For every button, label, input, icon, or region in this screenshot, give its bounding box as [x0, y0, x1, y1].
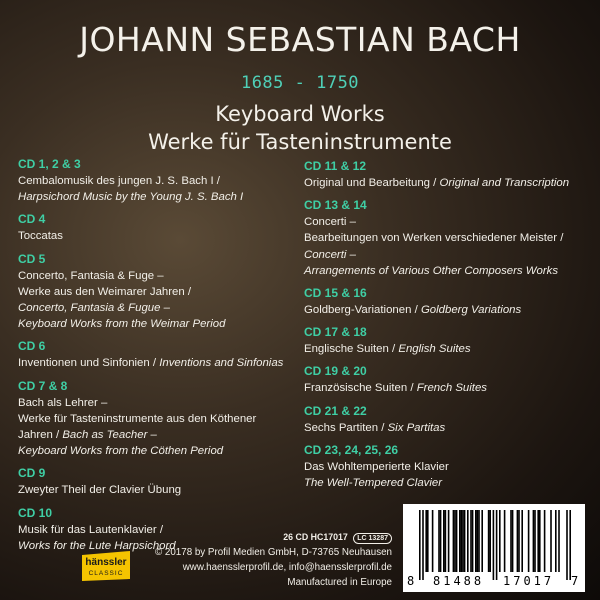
- tracklist-entry: [18, 156, 303, 205]
- barcode-bar: [558, 510, 560, 572]
- cd-number: CD 11 & 12: [304, 159, 367, 173]
- work-title-line: Werke aus den Weimarer Jahren /: [18, 285, 192, 298]
- work-title-line: Zweyter Theil der Clavier Übung: [18, 484, 182, 497]
- work-title-line: Bach als Lehrer –: [18, 396, 108, 409]
- barcode-right-group: 17017: [503, 574, 555, 588]
- cd-number: CD 1, 2 & 3: [18, 157, 81, 171]
- work-title-line: Keyboard Works from the Weimar Period: [18, 318, 226, 331]
- barcode-bar: [488, 510, 490, 572]
- barcode-bar: [550, 510, 552, 572]
- ean-barcode: [403, 504, 585, 592]
- tracklist-entry: [304, 363, 596, 396]
- composer-name: JOHANN SEBASTIAN BACH: [79, 20, 521, 59]
- work-title-line: Jahren / Bach as Teacher –: [18, 429, 157, 442]
- barcode-bar: [427, 510, 429, 572]
- barcode-bar: [539, 510, 541, 572]
- cd-number: CD 17 & 18: [304, 325, 367, 340]
- barcode-bar: [555, 510, 557, 572]
- cd-number: CD 19 & 20: [304, 364, 367, 379]
- work-title-line: Concerti –: [304, 216, 356, 229]
- work-title-line: Concerti –: [304, 248, 356, 261]
- website-contact: www.haensslerprofil.de, info@haensslerprofil.de: [182, 562, 392, 573]
- tracklist-entry: [304, 285, 596, 318]
- barcode-bar: [462, 510, 464, 572]
- barcode-bar: [461, 510, 463, 572]
- work-title-line: Goldberg-Variationen / Goldberg Variations: [304, 304, 522, 317]
- barcode-bar: [544, 510, 546, 572]
- barcode-bar: [518, 510, 520, 572]
- barcode-check-digit: 7: [571, 574, 579, 588]
- barcode-bar: [496, 510, 498, 580]
- work-title-line: Bearbeitungen von Werken verschiedener Meister /: [304, 232, 564, 245]
- cd-number: CD 21 & 22: [304, 403, 367, 418]
- cd-number: CD 6: [18, 339, 46, 354]
- cd-number: CD 15 & 16: [304, 286, 367, 301]
- barcode-bar: [456, 510, 458, 572]
- catalog-line: [150, 530, 392, 545]
- barcode-bar: [445, 510, 447, 572]
- barcode-left-group: 81488: [433, 574, 485, 588]
- barcode-bar: [454, 510, 456, 572]
- cd-number: CD 9: [18, 466, 46, 481]
- work-title-line: Concerto, Fantasia & Fuge –: [18, 269, 164, 282]
- barcode-first-digit: 8: [407, 574, 415, 588]
- work-title-line: Toccatas: [18, 230, 63, 243]
- barcode-bar: [464, 510, 466, 572]
- work-title-line: Harpsichord Music by the Young J. S. Bach I: [18, 191, 244, 204]
- catalog-number: 26 CD HC17017: [283, 532, 348, 542]
- subtitle-german: Werke für Tasteninstrumente: [148, 130, 452, 154]
- barcode-bar: [528, 510, 530, 572]
- barcode-bar: [438, 510, 440, 572]
- barcode-bar: [419, 510, 421, 580]
- barcode-bar: [510, 510, 512, 572]
- tracklist-entry: [304, 197, 596, 279]
- barcode-digits: [403, 572, 585, 590]
- tracklist-entry: [18, 465, 303, 498]
- tracklist-entry: [18, 338, 303, 371]
- cd-number: CD 23, 24, 25, 26: [304, 442, 399, 457]
- tracklist-left-column: [18, 156, 303, 560]
- barcode-bar: [533, 510, 535, 572]
- composer-years: 1685 - 1750: [240, 73, 360, 93]
- work-title-line: Inventionen und Sinfonien / Inventions and Sinfonias: [18, 357, 284, 370]
- barcode-bar: [425, 510, 427, 572]
- barcode-bar: [517, 510, 519, 572]
- barcode-bar: [459, 510, 461, 572]
- barcode-bar: [475, 510, 477, 572]
- work-title-line: Sechs Partiten / Six Partitas: [304, 421, 446, 434]
- manufacturing-notice: Manufactured in Europe: [287, 577, 392, 588]
- tracklist-right-column: [304, 158, 596, 497]
- barcode-bar: [443, 510, 445, 572]
- barcode-bar: [440, 510, 442, 572]
- label-code-badge: LC 13287: [353, 533, 392, 544]
- barcode-bar: [499, 510, 501, 572]
- work-title-line: The Well-Tempered Clavier: [304, 477, 443, 490]
- work-title-line: Keyboard Works from the Cöthen Period: [18, 445, 224, 458]
- credits-block: [150, 530, 392, 590]
- barcode-bar: [481, 510, 483, 572]
- barcode-bar: [477, 510, 479, 572]
- work-title-line: Works for the Lute Harpsichord: [18, 539, 176, 552]
- barcode-bar: [493, 510, 495, 580]
- tracklist-entry: [304, 158, 596, 191]
- tracklist-entry: [304, 442, 596, 491]
- barcode-bar: [478, 510, 480, 572]
- cd-number: CD 4: [18, 212, 46, 227]
- cd-number: CD 5: [18, 251, 46, 266]
- barcode-bar: [470, 510, 472, 572]
- barcode-bar: [467, 510, 469, 572]
- tracklist-entry: [18, 378, 303, 460]
- tracklist-entry: [304, 403, 596, 436]
- cd-number: CD 10: [18, 505, 53, 520]
- barcode-bar: [422, 510, 424, 580]
- barcode-bar: [512, 510, 514, 572]
- barcode-bar: [448, 510, 450, 572]
- work-title-line: Werke für Tasteninstrumente aus den Köthener: [18, 412, 257, 425]
- subtitle-english: Keyboard Works: [215, 102, 385, 126]
- work-title-line: Concerto, Fantasia & Fugue –: [18, 302, 170, 315]
- cd-number: CD 13 & 14: [304, 198, 367, 213]
- work-title-line: Musik für das Lautenklavier /: [18, 523, 163, 536]
- copyright-notice: © 20178 by Profil Medien GmbH, D-73765 Neuhausen: [154, 547, 392, 558]
- barcode-bar: [521, 510, 523, 572]
- work-title-line: Cembalomusik des jungen J. S. Bach I /: [18, 175, 220, 187]
- barcode-bar: [534, 510, 536, 572]
- work-title-line: Arrangements of Various Other Composers Works: [304, 264, 559, 277]
- tracklist-entry: [18, 251, 303, 333]
- work-title-line: Das Wohltemperierte Klavier: [304, 460, 449, 473]
- barcode-bar: [453, 510, 455, 572]
- title-block: [0, 20, 600, 156]
- barcode-bar: [566, 510, 568, 580]
- logo-text-haenssler: hänssler: [85, 557, 127, 568]
- work-title-line: Englische Suiten / English Suites: [304, 343, 471, 356]
- barcode-bar: [537, 510, 539, 572]
- logo-text-classic: CLASSIC: [88, 570, 124, 577]
- barcode-bar: [489, 510, 491, 572]
- cd-number: CD 7 & 8: [18, 378, 68, 393]
- haenssler-classic-logo: [80, 551, 132, 581]
- barcode-bar: [504, 510, 506, 572]
- barcode-bar: [569, 510, 571, 580]
- barcode-bar: [432, 510, 434, 572]
- tracklist-entry: [18, 211, 303, 244]
- tracklist-entry: [304, 324, 596, 357]
- work-title-line: Original und Bearbeitung / Original and Transcription: [304, 177, 570, 189]
- barcode-bar: [472, 510, 474, 572]
- work-title-line: Französische Suiten / French Suites: [304, 382, 487, 395]
